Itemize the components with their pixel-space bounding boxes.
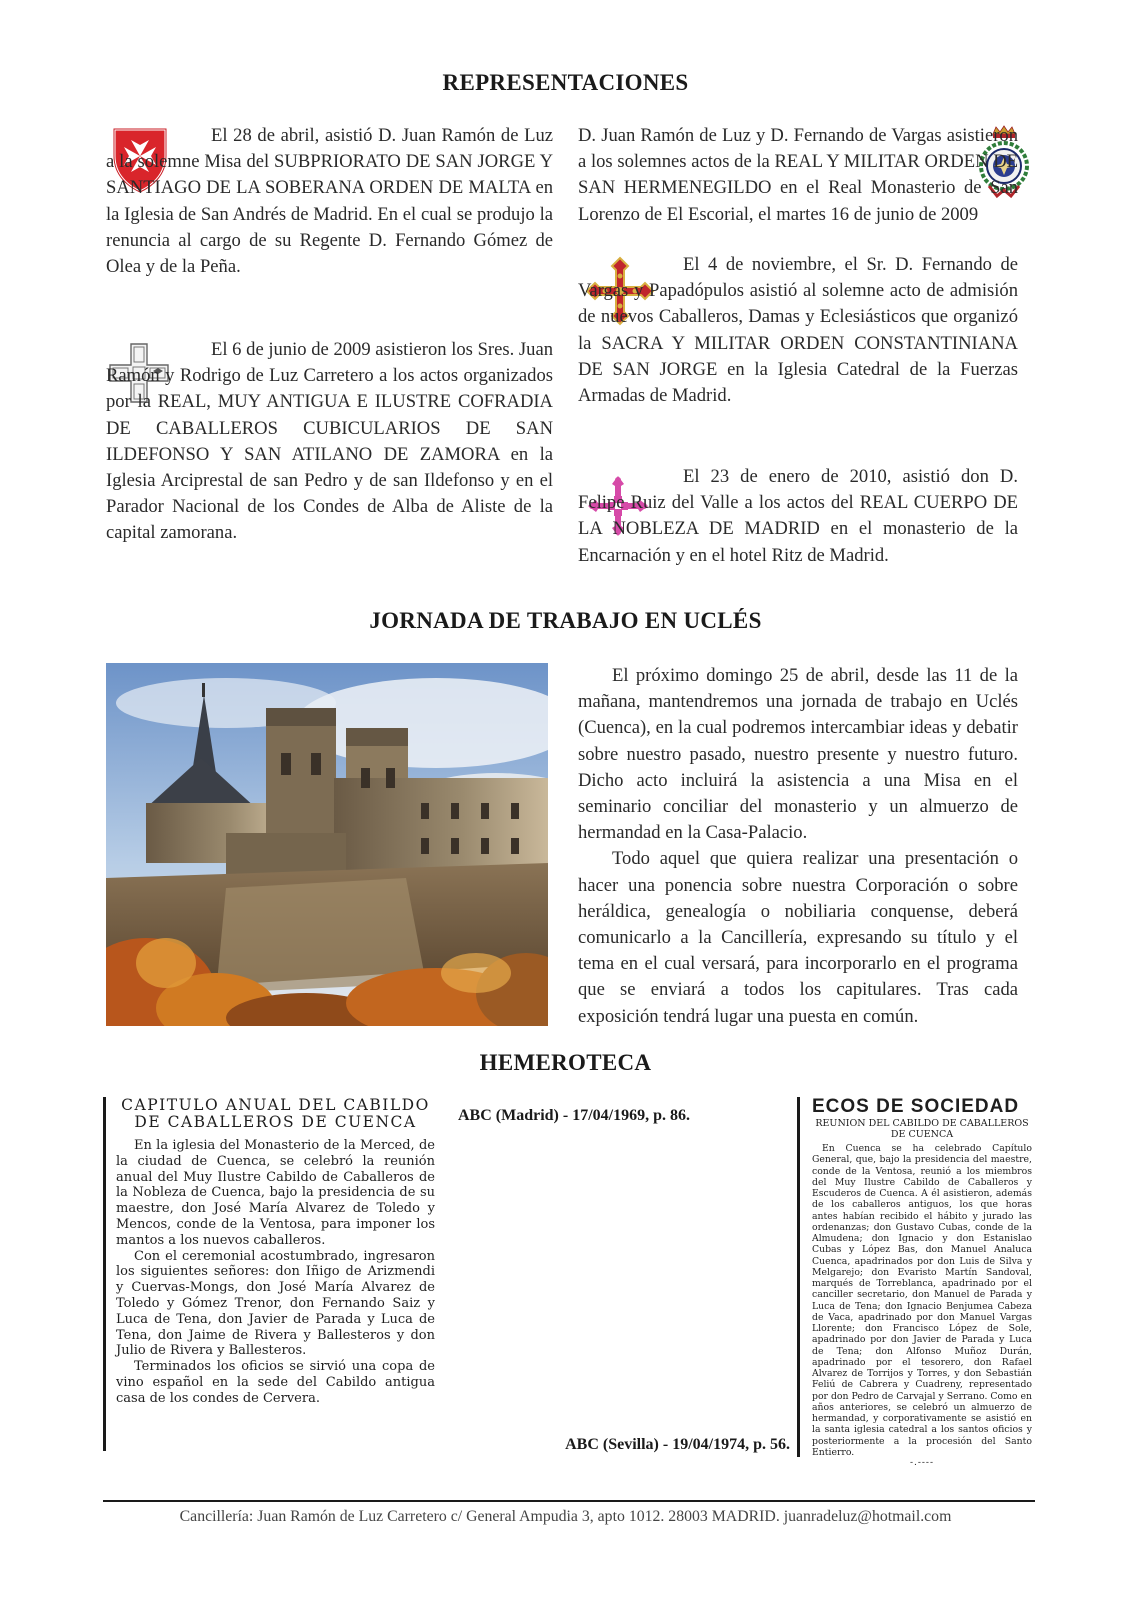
paragraph-text: El 28 de abril, asistió D. Juan Ramón de Luz a la solemne Misa del SUBPRIORATO DE SAN JORGE Y SANTIAGO DE LA SOBERANA ORDEN DE MALTA en la Iglesia de San Andrés de Madrid. En el cual se produjo la renuncia al cargo de su Regente D. Fernando Gómez de Olea y de la Peña. xyxy=(106,125,553,278)
clipping-paragraph: Terminados los oficios se sirvió una copa de vino español en la sede del Cabildo antigua casa de los condes de Cervera. xyxy=(116,1359,435,1406)
clipping-paragraph: En la iglesia del Monasterio de la Merced, de la ciudad de Cuenca, se celebró la reunión anual del Muy Ilustre Cabildo de Caballeros de la Nobleza de Cuenca, bajo la presidencia de su maestre, don José María Alvarez de Toledo y Mencos, conde de la Ventosa, para imponer los mantos a los nuevos caballeros. xyxy=(116,1138,435,1248)
clipping-end-mark: -.---- xyxy=(909,1458,935,1468)
paragraph-text: El 6 de junio de 2009 asistieron los Sres. Juan Ramón y Rodrigo de Luz Carretero a los actos organizados por la REAL, MUY ANTIGUA E ILUSTRE COFRADIA DE CABALLEROS CUBICULARIOS DE SAN ILDEFONSO Y SAN ATILANO DE ZAMORA en la Iglesia Arciprestal de san Pedro y de san Ildefonso y en el Parador Nacional de los Condes de Alba de Aliste de la capital zamorana. xyxy=(106,339,553,544)
paragraph-text: El próximo domingo 25 de abril, desde las 11 de la mañana, mantendremos una jornada de trabajo en Uclés (Cuenca), en la cual podremos intercambiar ideas y debatir sobre nuestro pasado, nuestro presente y nuestro futuro. Dicho acto incluirá la asistencia a una Misa en el seminario conciliar del monasterio y un almuerzo de hermandad en la Casa-Palacio. xyxy=(578,665,1018,844)
paragraph-text: El 23 de enero de 2010, asistió don D. Felipe Ruiz del Valle a los actos del REAL CUERPO DE LA NOBLEZA DE MADRID en el monasterio de la Encarnación y en el hotel Ritz de Madrid. xyxy=(578,466,1018,566)
paragraph-text: El 4 de noviembre, el Sr. D. Fernando de Vargas y Papadópulos asistió al solemne acto de admisión de nuevos Caballeros, Damas y Eclesiásticos que organizó la SACRA Y MILITAR ORDEN CONSTANTINIANA DE SAN JORGE en la Iglesia Catedral de la Fuerzas Armadas de Madrid. xyxy=(578,254,1018,407)
paragraph-text: Todo aquel que quiera realizar una presentación o hacer una ponencia sobre nuestra Corporación o sobre heráldica, genealogía o nobiliaria conquense, deberá comunicarlo a la Cancillería, expresando su título y el tema en el cual versará, para incorporarlo en el programa que se enviará a todos los capitulares. Tras cada exposición tendrá lugar una puesta en común. xyxy=(578,848,1018,1027)
source-citation-1969: ABC (Madrid) - 17/04/1969, p. 86. xyxy=(458,1107,690,1124)
paragraph-text: D. Juan Ramón de Luz y D. Fernando de Vargas asistieron a los solemnes actos de la REAL Y MILITAR ORDEN DE SAN HERMENEGILDO en el Real Monasterio de San Lorenzo de El Escorial, el martes 16 de junio de 2009 xyxy=(578,125,1018,225)
clipping-body xyxy=(116,1138,435,1407)
section-heading-representaciones: REPRESENTACIONES xyxy=(442,70,689,95)
paragraph-constantiniana xyxy=(578,252,1018,409)
clipping-title: CAPITULO ANUAL DEL CABILDO DE CABALLEROS DE CUENCA xyxy=(121,1096,430,1131)
newspaper-clipping-1974 xyxy=(797,1096,1032,1468)
section-heading-hemeroteca: HEMEROTECA xyxy=(479,1050,652,1075)
clipping-paragraph: Con el ceremonial acostumbrado, ingresaron los siguientes señores: don Iñigo de Arizmendi y Cuervas-Mongs, don José María Alvarez de Toledo y Gómez Trenor, don Fernando Saiz y Luca de Tena, don Javier de Parada y Luca de Tena, don Jaime de Rivera y Ballesteros y don Julio de Rivera y Ballesteros. xyxy=(116,1248,435,1359)
footer-divider xyxy=(103,1500,1035,1502)
paragraph-malta xyxy=(106,123,553,280)
clipping-title: ECOS DE SOCIEDAD xyxy=(812,1096,1020,1117)
source-citation-1974: ABC (Sevilla) - 19/04/1974, p. 56. xyxy=(565,1436,790,1453)
jornada-text xyxy=(578,663,1018,1030)
clipping-body xyxy=(812,1143,1032,1458)
clipping-paragraph: En Cuenca se ha celebrado Capítulo General, que, bajo la presidencia del maestre, conde de la Ventosa, reunió a los miembros del Muy Ilustre Cabildo de Caballeros y Escuderos de Cuenca. A él asistieron, además de los caballeros antiguos, los que horas antes habían recibido el hábito y jurado las ordenanzas; don Gustavo Cubas, conde de la Almudena; don Ignacio y don Estanislao Cubas y López Bas, don Manuel Analuca Cuenca, apadrinados por don Luis de Silva y Melgarejo; don Evaristo Martín Sandoval, marqués de Torreblanca, apadrinado por el canciller secretario, don Manuel de Parada y Luca de Tena; don Ignacio Benjumea Cabeza de Vaca, apadrinado por don Manuel Vargas Llorente; don Francisco López de Sole, apadrinado por don Javier de Parada y Luca de Tena; don Alfonso Muñoz Durán, apadrinado por el tesorero, don Rafael Alvarez de Torrijos y Torres, y don Sebastián Feliú de Cabrera y Cuadreny, representado por don Pedro de Carvajal y Serrano. Como en años anteriores, se celebró un almuerzo de hermandad, y corporativamente se asistió en la santa iglesia catedral a los santos oficios y posteriormente a la procesión del Santo Entierro. xyxy=(812,1143,1032,1458)
paragraph-ildefonso xyxy=(106,337,553,547)
section-heading-jornada: JORNADA DE TRABAJO EN UCLÉS xyxy=(369,608,762,633)
paragraph-hermenegildo xyxy=(578,123,1018,228)
footer-contact: Cancillería: Juan Ramón de Luz Carretero c/ General Ampudia 3, apto 1012. 28003 MADRID. juanradeluz@hotmail.com xyxy=(179,1508,952,1525)
paragraph-nobleza xyxy=(578,464,1018,569)
newspaper-clipping-1969 xyxy=(103,1097,435,1451)
uclés-monastery-photo xyxy=(106,663,548,1026)
clipping-subtitle: REUNION DEL CABILDO DE CABALLEROS DE CUENCA xyxy=(815,1118,1029,1140)
